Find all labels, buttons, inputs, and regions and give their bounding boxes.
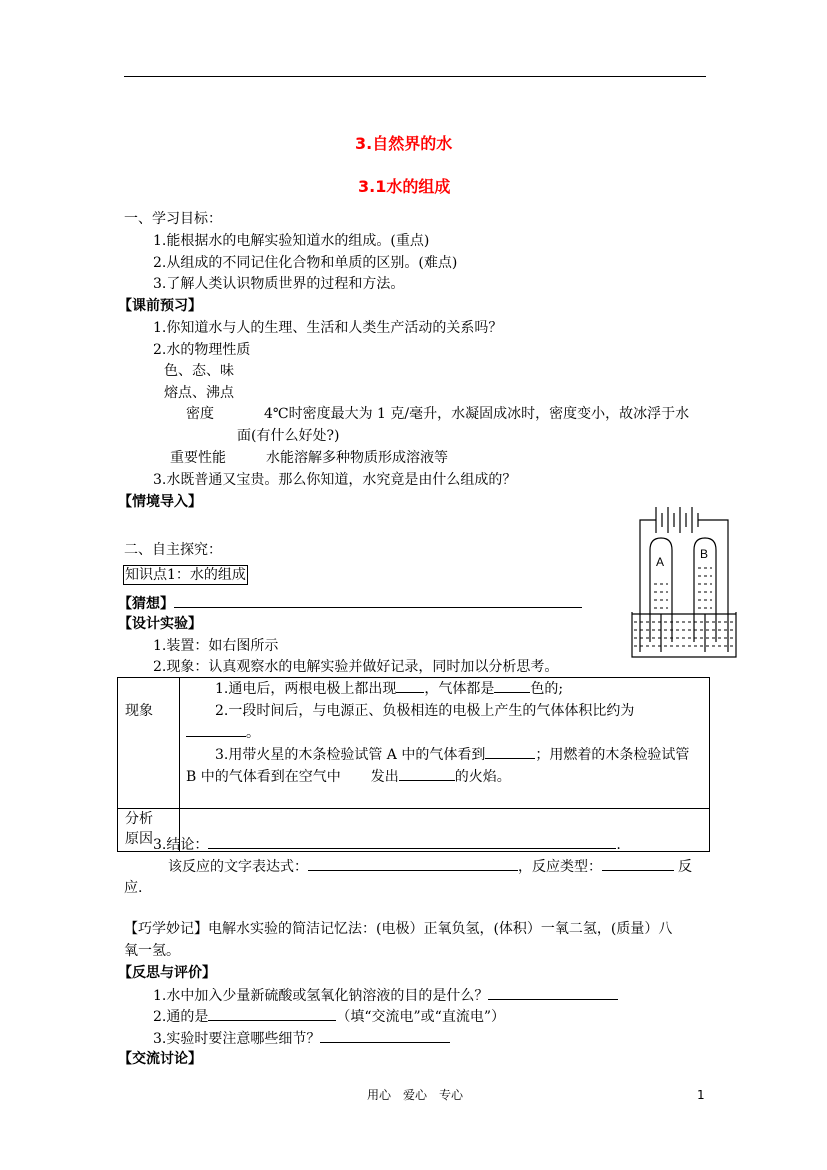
phenomenon-line: 2.现象：认真观察水的电解实验并做好记录，同时加以分析思考。 bbox=[153, 659, 559, 675]
electrolysis-apparatus-figure bbox=[628, 502, 740, 662]
design-heading: 【设计实验】 bbox=[118, 616, 202, 632]
goal-item: 2.从组成的不同记住化合物和单质的区别。(难点) bbox=[153, 255, 458, 271]
obs-line-2: 2.一段时间后，与电源正、负极相连的电极上产生的气体体积比约为 bbox=[215, 703, 635, 719]
expression-blank[interactable] bbox=[308, 856, 518, 871]
conclusion-line bbox=[153, 834, 621, 855]
obs-text: 3.用带火星的木条检验试管 A 中的气体看到 bbox=[215, 747, 486, 763]
obs-text: 的火焰。 bbox=[454, 769, 511, 785]
reflect-q1-blank[interactable] bbox=[488, 985, 618, 1000]
preview-q1: 1.你知道水与人的生理、生活和人类生产活动的关系吗？ bbox=[153, 320, 503, 336]
phenomenon-label: 现象 bbox=[125, 703, 153, 719]
reaction-type-label: ，反应类型： bbox=[518, 859, 602, 875]
goal-item: 1.能根据水的电解实验知道水的组成。(重点) bbox=[153, 233, 430, 249]
reflect-q1 bbox=[153, 985, 618, 1006]
preview-heading: 【课前预习】 bbox=[118, 298, 202, 314]
reflect-q2-text: 2.通的是 bbox=[153, 1009, 209, 1025]
property-melt: 熔点、沸点 bbox=[164, 385, 234, 401]
obs-text: ，气体都是 bbox=[424, 681, 495, 697]
knowledge-point-box: 知识点1：水的组成 bbox=[125, 567, 246, 583]
analysis-label: 原因 bbox=[125, 831, 153, 847]
blank-field[interactable] bbox=[494, 678, 530, 693]
page-number: 1 bbox=[697, 1088, 705, 1102]
header-rule bbox=[124, 76, 706, 77]
discuss-heading: 【交流讨论】 bbox=[118, 1051, 202, 1067]
device-line: 1.装置：如右图所示 bbox=[153, 638, 279, 654]
conclusion-label: 3.结论： bbox=[153, 837, 209, 853]
blank-field[interactable] bbox=[399, 766, 455, 781]
obs-text: 色的; bbox=[530, 681, 564, 697]
memo-line: 【巧学妙记】电解水实验的简洁记忆法：(电极）正氧负氢，(体积）一氧二氢，(质量）八 bbox=[124, 921, 673, 937]
obs-line-3 bbox=[186, 744, 703, 766]
obs-line-2-cont bbox=[186, 722, 703, 744]
reflect-q2-blank[interactable] bbox=[208, 1006, 336, 1021]
obs-text: 。 bbox=[246, 725, 260, 741]
reflect-q3-text: 3.实验时要注意哪些细节？ bbox=[153, 1031, 321, 1047]
reflect-q3 bbox=[153, 1028, 450, 1049]
reflect-q3-blank[interactable] bbox=[320, 1028, 450, 1043]
reflect-q1-text: 1.水中加入少量新硫酸或氢氧化钠溶液的目的是什么？ bbox=[153, 988, 489, 1004]
reflect-q2-hint: （填“交流电”或“直流电”） bbox=[336, 1009, 505, 1025]
tube-b-label: B bbox=[700, 547, 709, 561]
reaction-type-blank[interactable] bbox=[602, 856, 674, 871]
expression-line bbox=[168, 856, 692, 877]
blank-field[interactable] bbox=[396, 678, 424, 693]
table-row bbox=[118, 678, 710, 809]
density-text-cont: 面(有什么好处?) bbox=[237, 428, 340, 444]
goal-item: 3.了解人类认识物质世界的过程和方法。 bbox=[153, 276, 405, 292]
section-title: 3.1水的组成 bbox=[358, 177, 451, 196]
guess-blank[interactable] bbox=[174, 593, 582, 608]
guess-label: 【猜想】 bbox=[118, 596, 174, 612]
reflect-q2 bbox=[153, 1006, 505, 1027]
conclusion-blank[interactable] bbox=[208, 834, 616, 849]
footer-slogan: 用心 爱心 专心 bbox=[367, 1088, 464, 1102]
preview-q3: 3.水既普通又宝贵。那么你知道，水究竟是由什么组成的？ bbox=[153, 472, 517, 488]
expression-line-cont: 应. bbox=[124, 880, 143, 896]
chapter-title: 3.自然界的水 bbox=[355, 134, 453, 153]
reflect-heading: 【反思与评价】 bbox=[118, 965, 216, 981]
property-text: 水能溶解多种物质形成溶液等 bbox=[266, 450, 448, 466]
obs-text: B 中的气体看到在空气中 bbox=[186, 769, 341, 785]
guess-heading bbox=[118, 593, 582, 614]
obs-text: 1.通电后，两根电极上都出现 bbox=[215, 681, 397, 697]
memo-line-cont: 氧一氢。 bbox=[124, 943, 180, 959]
obs-line-4 bbox=[186, 766, 703, 788]
obs-text: ；用燃着的木条检验试管 bbox=[535, 747, 690, 763]
conclusion-end: . bbox=[616, 837, 621, 853]
expression-label: 该反应的文字表达式： bbox=[168, 859, 308, 875]
blank-field[interactable] bbox=[485, 744, 535, 759]
explore-heading: 二、自主探究： bbox=[124, 542, 222, 558]
phenomenon-content-cell bbox=[180, 678, 710, 809]
analysis-label: 分析 bbox=[125, 811, 153, 827]
obs-text: 发出 bbox=[370, 769, 399, 785]
reaction-type-end: 反 bbox=[678, 859, 692, 875]
property-label: 重要性能 bbox=[170, 450, 226, 466]
blank-field[interactable] bbox=[186, 722, 246, 737]
phenomenon-label-cell bbox=[118, 678, 180, 809]
obs-line-1 bbox=[186, 678, 703, 700]
scene-heading: 【情境导入】 bbox=[118, 494, 202, 510]
learning-goals-heading: 一、学习目标： bbox=[124, 211, 222, 227]
property-color: 色、态、味 bbox=[164, 363, 234, 379]
tube-a-label: A bbox=[656, 555, 665, 569]
preview-q2: 2.水的物理性质 bbox=[153, 342, 251, 358]
observation-table bbox=[117, 677, 710, 852]
density-text: 4℃时密度最大为 1 克/毫升，水凝固成冰时，密度变小，故冰浮于水 bbox=[264, 406, 690, 422]
density-label: 密度 bbox=[186, 406, 214, 422]
